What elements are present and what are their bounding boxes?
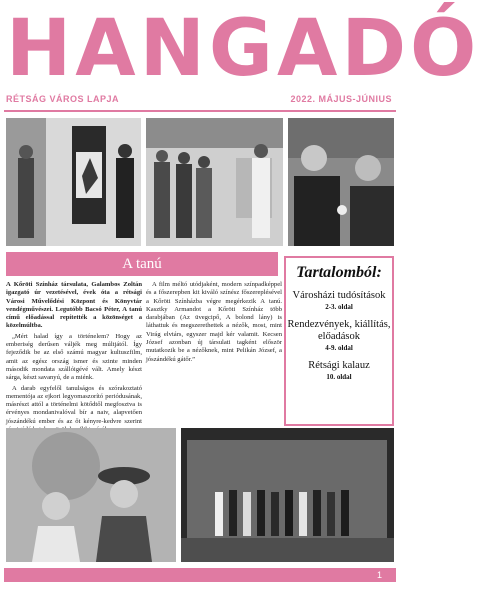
photo-actors-closeup: [288, 118, 394, 246]
article-column-1: [6, 281, 142, 423]
page-number: 1: [376, 570, 382, 580]
issue-date: 2022. MÁJUS-JÚNIUS: [290, 94, 392, 104]
article-paragraph: A film méltó utódjaként, modern színpadképpel és a főszerepben kit kiváló színész főszereplésével a Kőröti Színházba végre megérkezik A tanú. Kasztky Armandot a Kőröti Színház több darabjában (Az üvegcipő, A bolond lány) is láthattuk és megszerethettek a nézők, most, mint Virág elvtárs, egyszer majd kér valamit. Kecsen József azonban új társulati tagként először mutatkozik be a nézőknek, mint Pelikán József, a jószándékú gátőr.”: [146, 281, 282, 363]
masthead-rule: [4, 110, 396, 112]
toc-item-title: Városházi tudósítások: [292, 290, 386, 301]
toc-item-pages: 10. oldal: [326, 373, 352, 381]
toc-item-title: Rétsági kalauz: [308, 360, 370, 371]
article-lead: A Kőröti Színház társulata, Galambos Zoltán igazgató úr vezetésével, évek óta a rétsági Városi Művelődési Központ és Könyvtár vendégművészei. Legutóbb Bacsó Péter, A tanú című előadással repítették a közönséget a közelmúltba.: [6, 281, 142, 330]
toc-item-pages: 2-3. oldal: [325, 303, 353, 311]
toc-item[interactable]: [286, 319, 392, 352]
toc-item-title: Rendezvények, kiállítás, előadások: [287, 319, 391, 342]
toc-item[interactable]: [286, 360, 392, 381]
photo-stage-scene-1: [6, 118, 141, 246]
masthead-subbar: [4, 94, 396, 108]
table-of-contents: [284, 256, 394, 426]
footer-bar: [4, 568, 396, 582]
photo-actors-uniform: [6, 428, 176, 562]
photo-stage-scene-2: [146, 118, 283, 246]
masthead-title: HANGADÓ: [6, 4, 480, 94]
article-headline: A tanú: [6, 252, 278, 276]
toc-item-pages: 4-9. oldal: [325, 344, 353, 352]
publication-subtitle: RÉTSÁG VÁROS LAPJA: [6, 94, 120, 104]
photo-cast-curtain-call: [181, 428, 394, 562]
article-column-2: [146, 281, 282, 423]
article-paragraph: A darab egyfelől tanulságos és szórakoztató mementója az ejkori legyomaszorító periódusának, másrészt attól a történelmi kötődtől megfosztva is érvényes mondanivalóval bír a naiv, alapvetően jószándékú ember és az őt kényre-kedvre szerint: [6, 384, 142, 425]
toc-title: Tartalomból:: [296, 264, 382, 281]
article-paragraph: „Mért halad így a történelem? Hogy az emberiség derűsen váljék meg múltjától. Így fejeződik be az első számú magyar kultuszfilm, amit az egész ország ismer és szinte minden második mondata szállóigévé vált. Amely készt sárga, készt savanyú, de a miénk.: [6, 332, 142, 382]
toc-item[interactable]: [286, 290, 392, 311]
